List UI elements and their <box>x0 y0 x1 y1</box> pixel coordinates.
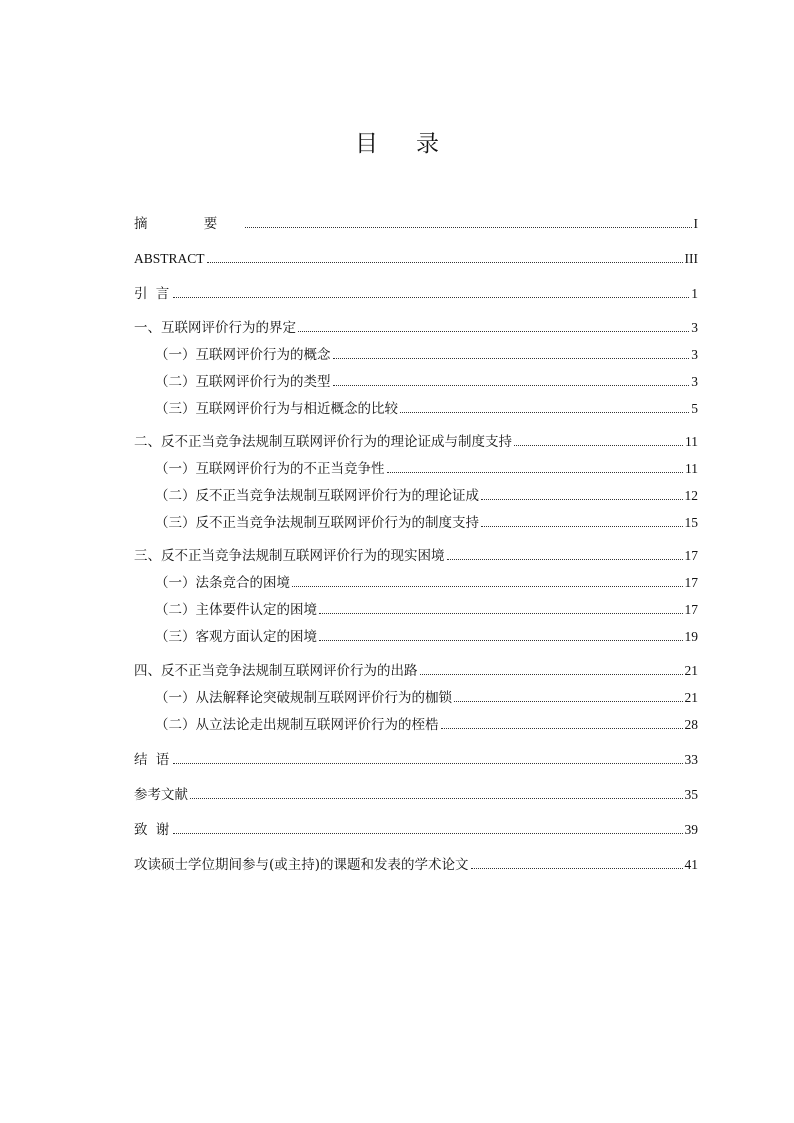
toc-entry-chapter-3[interactable] <box>134 546 698 566</box>
dot-leader <box>173 833 682 834</box>
toc-entry-page: 15 <box>684 515 698 530</box>
dot-leader <box>481 499 683 500</box>
toc-entry-page: 33 <box>684 752 698 767</box>
toc-entry-page: 17 <box>684 602 698 617</box>
dot-leader <box>481 526 683 527</box>
toc-entry-chapter-4[interactable] <box>134 661 698 681</box>
toc-entry-label: 摘 要 <box>134 216 244 232</box>
toc-entry-abstract-cn[interactable] <box>134 214 698 234</box>
toc-entry-page: I <box>693 216 698 231</box>
toc-entry-label: （二）互联网评价行为的类型 <box>155 374 331 390</box>
toc-entry-label: 攻读硕士学位期间参与(或主持)的课题和发表的学术论文 <box>134 857 469 873</box>
toc-entry-page: 41 <box>684 857 698 872</box>
toc-entry-label: （三）反不正当竞争法规制互联网评价行为的制度支持 <box>155 515 479 531</box>
dot-leader <box>245 227 691 228</box>
toc-entry-section-3-2[interactable] <box>134 600 698 620</box>
toc-entry-page: 17 <box>684 575 698 590</box>
toc-entry-label: 参考文献 <box>134 787 188 803</box>
toc-entry-label: 致 谢 <box>134 822 172 838</box>
dot-leader <box>173 297 689 298</box>
toc-entry-conclusion[interactable] <box>134 750 698 770</box>
dot-leader <box>292 586 683 587</box>
toc-entry-publications[interactable] <box>134 855 698 875</box>
toc-entry-label: （二）从立法论走出规制互联网评价行为的桎梏 <box>155 717 439 733</box>
toc-entry-section-4-1[interactable] <box>134 688 698 708</box>
toc-entry-label: （三）客观方面认定的困境 <box>155 629 317 645</box>
dot-leader <box>441 728 683 729</box>
toc-entry-label: 结 语 <box>134 752 172 768</box>
toc-entry-section-1-3[interactable] <box>134 399 698 419</box>
dot-leader <box>207 262 683 263</box>
toc-entry-label: 一、互联网评价行为的界定 <box>134 320 296 336</box>
toc-entry-section-2-3[interactable] <box>134 513 698 533</box>
toc-entry-page: 5 <box>691 401 698 416</box>
toc-entry-chapter-1[interactable] <box>134 318 698 338</box>
toc-entry-section-4-2[interactable] <box>134 715 698 735</box>
toc-entry-abstract-en[interactable] <box>134 249 698 269</box>
toc-title: 目录 <box>355 131 477 157</box>
toc-entry-section-3-1[interactable] <box>134 573 698 593</box>
toc-entry-section-1-1[interactable] <box>134 345 698 365</box>
toc-entry-label: （一）互联网评价行为的不正当竞争性 <box>155 461 385 477</box>
dot-leader <box>454 701 683 702</box>
toc-entry-acknowledgements[interactable] <box>134 820 698 840</box>
toc-entry-label: （二）反不正当竞争法规制互联网评价行为的理论证成 <box>155 488 479 504</box>
toc-entry-page: 17 <box>684 548 698 563</box>
toc-entry-page: 35 <box>684 787 698 802</box>
dot-leader <box>400 412 689 413</box>
toc-entry-label: （一）从法解释论突破规制互联网评价行为的枷锁 <box>155 690 452 706</box>
toc-entry-label: 四、反不正当竞争法规制互联网评价行为的出路 <box>134 663 418 679</box>
toc-entry-section-3-3[interactable] <box>134 627 698 647</box>
toc-entry-page: 11 <box>685 461 698 476</box>
toc-entry-page: 3 <box>691 320 698 335</box>
toc-entry-page: 19 <box>684 629 698 644</box>
toc-entry-label: 二、反不正当竞争法规制互联网评价行为的理论证成与制度支持 <box>134 434 512 450</box>
toc-entry-label: 引 言 <box>134 286 172 302</box>
toc-entry-page: 3 <box>691 347 698 362</box>
toc-entry-label: （一）法条竞合的困境 <box>155 575 290 591</box>
toc-entry-label: ABSTRACT <box>134 251 205 266</box>
toc-entry-references[interactable] <box>134 785 698 805</box>
toc-entry-page: 28 <box>684 717 698 732</box>
dot-leader <box>333 385 690 386</box>
dot-leader <box>333 358 690 359</box>
toc-entry-page: 11 <box>685 434 698 449</box>
dot-leader <box>387 472 684 473</box>
dot-leader <box>173 763 682 764</box>
toc-entry-label: 三、反不正当竞争法规制互联网评价行为的现实困境 <box>134 548 445 564</box>
toc-entry-label: （三）互联网评价行为与相近概念的比较 <box>155 401 398 417</box>
toc-entry-page: 1 <box>691 286 698 301</box>
toc-entry-page: 21 <box>684 663 698 678</box>
dot-leader <box>298 331 689 332</box>
toc-entry-label: （一）互联网评价行为的概念 <box>155 347 331 363</box>
dot-leader <box>319 640 683 641</box>
toc-entry-introduction[interactable] <box>134 284 698 304</box>
toc-entry-section-1-2[interactable] <box>134 372 698 392</box>
dot-leader <box>447 559 683 560</box>
toc-entry-page: 3 <box>691 374 698 389</box>
toc-entry-chapter-2[interactable] <box>134 432 698 452</box>
toc-entry-section-2-2[interactable] <box>134 486 698 506</box>
toc-entry-label: （二）主体要件认定的困境 <box>155 602 317 618</box>
toc-entry-page: 12 <box>684 488 698 503</box>
dot-leader <box>190 798 683 799</box>
toc-entry-page: 39 <box>684 822 698 837</box>
toc-entry-section-2-1[interactable] <box>134 459 698 479</box>
dot-leader <box>420 674 683 675</box>
dot-leader <box>471 868 683 869</box>
dot-leader <box>514 445 683 446</box>
toc-entry-page: 21 <box>684 690 698 705</box>
toc-entry-page: III <box>684 251 698 266</box>
dot-leader <box>319 613 683 614</box>
